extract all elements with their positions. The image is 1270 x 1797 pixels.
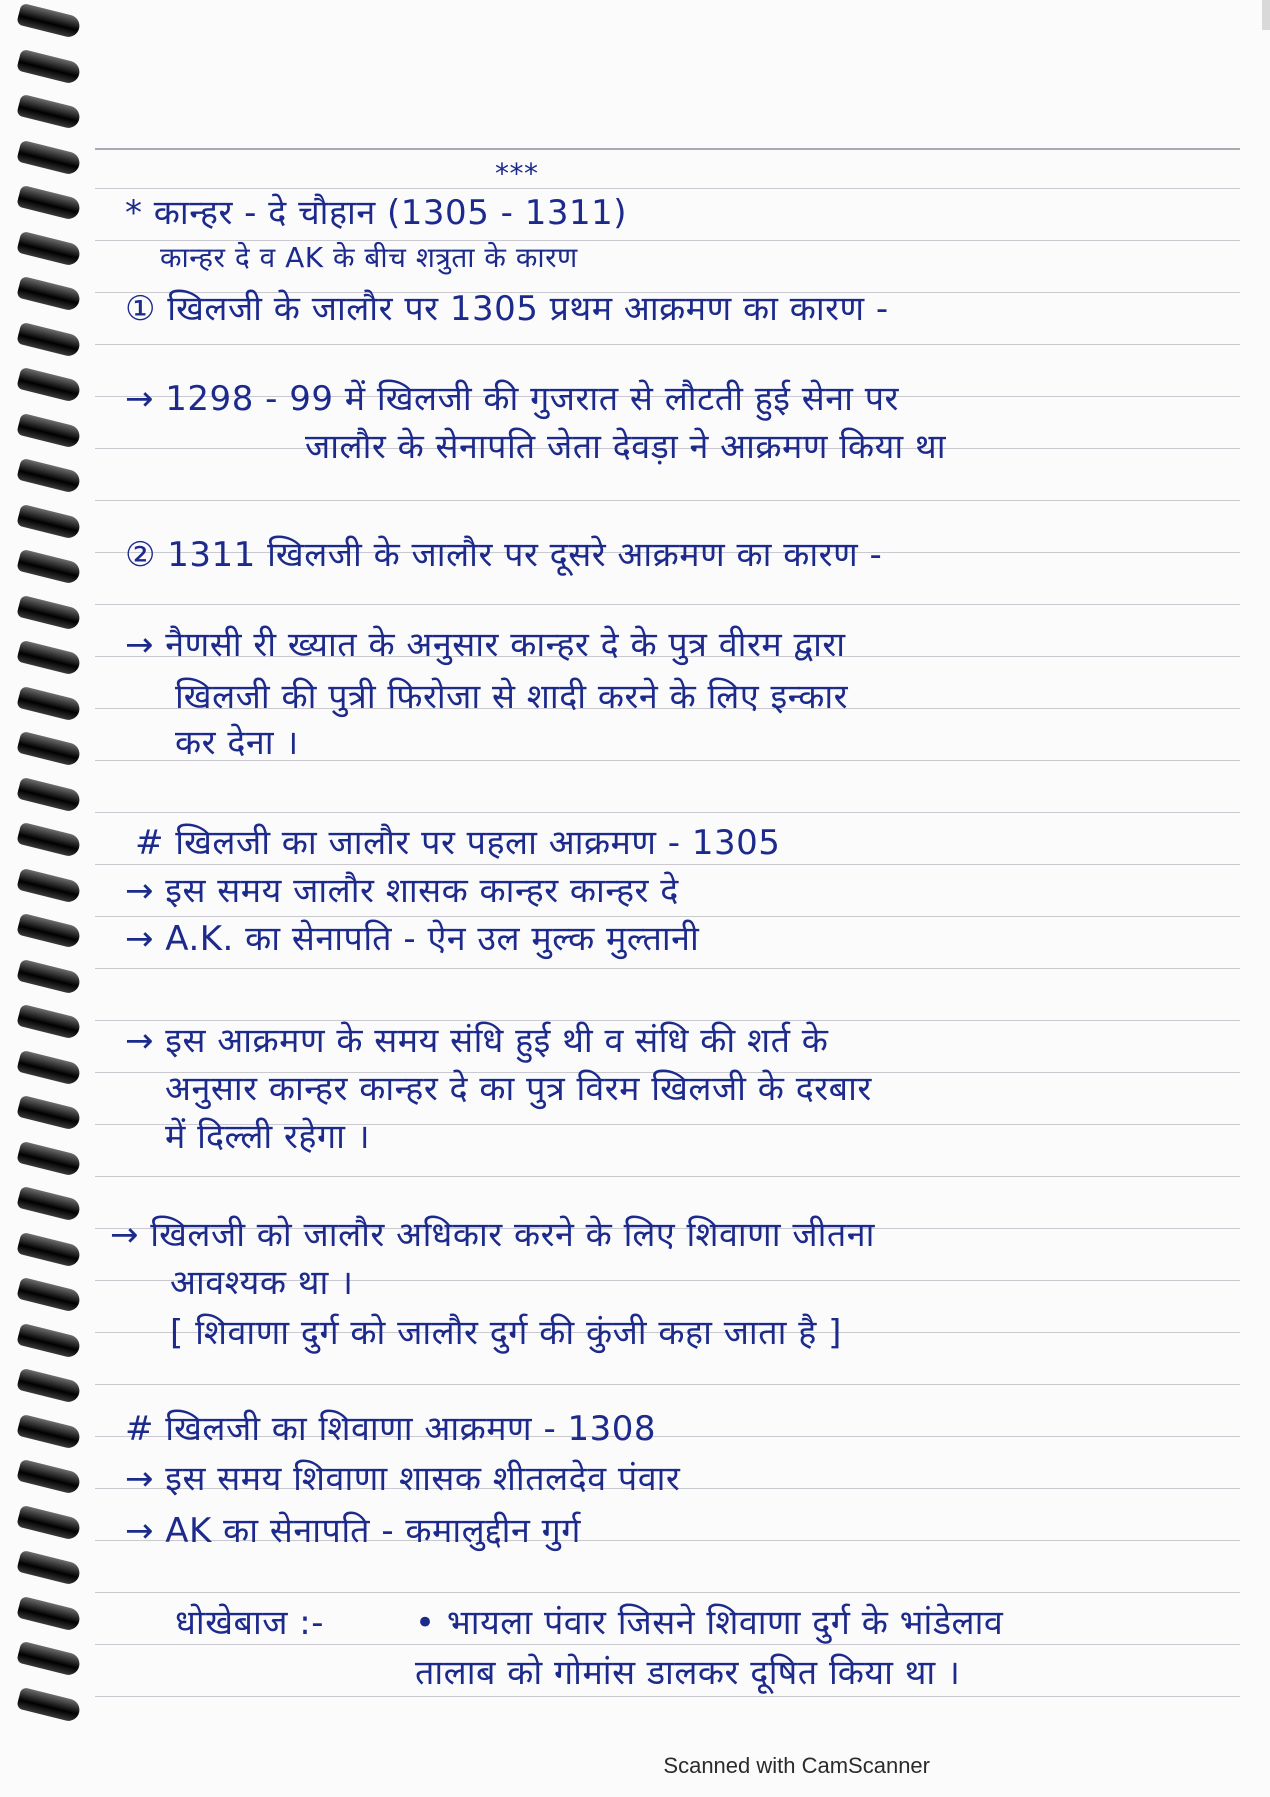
- ruled-line: [95, 1176, 1240, 1177]
- spiral-coil: [16, 1413, 81, 1449]
- spiral-binding: [0, 0, 95, 1797]
- spiral-coil: [16, 458, 81, 494]
- ruled-line: [95, 1384, 1240, 1385]
- importance-marks: ***: [495, 157, 539, 190]
- attack-one-ruler: → इस समय जालौर शासक कान्हर कान्हर दे: [125, 871, 679, 911]
- ruled-line: [95, 968, 1240, 969]
- treaty-point: → इस आक्रमण के समय संधि हुई थी व संधि की शर्त के: [125, 1021, 829, 1061]
- spiral-coil: [16, 1322, 81, 1358]
- spiral-coil: [16, 185, 81, 221]
- traitor-point: • भायला पंवार जिसने शिवाणा दुर्ग के भांडेलाव: [415, 1603, 1004, 1643]
- subheading: कान्हर दे व AK के बीच शत्रुता के कारण: [160, 241, 578, 274]
- attack-two-title: # खिलजी का शिवाणा आक्रमण - 1308: [125, 1409, 657, 1449]
- treaty-point: में दिल्ली रहेगा ।: [165, 1117, 371, 1157]
- spiral-coil: [16, 503, 81, 539]
- ruled-line: [95, 916, 1240, 917]
- scanner-watermark: Scanned with CamScanner: [663, 1753, 930, 1778]
- spiral-coil: [16, 1186, 81, 1222]
- spiral-coil: [16, 913, 81, 949]
- ruled-line: [95, 344, 1240, 345]
- ruled-line: [95, 812, 1240, 813]
- spiral-coil: [16, 822, 81, 858]
- traitor-label: धोखेबाज :-: [175, 1603, 325, 1643]
- traitor-point: तालाब को गोमांस डालकर दूषित किया था ।: [415, 1653, 961, 1693]
- spiral-coil: [16, 94, 81, 130]
- attack-two-general: → AK का सेनापति - कमालुद्दीन गुर्ग: [125, 1511, 581, 1551]
- spiral-coil: [16, 594, 81, 630]
- spiral-coil: [16, 276, 81, 312]
- spiral-coil: [16, 1231, 81, 1267]
- attack-one-title: # खिलजी का जालौर पर पहला आक्रमण - 1305: [135, 823, 781, 863]
- attack-two-ruler: → इस समय शिवाणा शासक शीतलदेव पंवार: [125, 1459, 681, 1499]
- cause-two-point: → नैणसी री ख्यात के अनुसार कान्हर दे के पुत्र वीरम द्वारा: [125, 625, 846, 665]
- spiral-coil: [16, 685, 81, 721]
- ruled-line: [95, 1696, 1240, 1697]
- cause-one-title: ① खिलजी के जालौर पर 1305 प्रथम आक्रमण का कारण -: [125, 289, 889, 329]
- spiral-coil: [16, 1595, 81, 1631]
- spiral-coil: [16, 549, 81, 585]
- spiral-coil: [16, 48, 81, 84]
- attack-one-general: → A.K. का सेनापति - ऐन उल मुल्क मुल्तानी: [125, 919, 700, 959]
- spiral-coil: [16, 1004, 81, 1040]
- spiral-coil: [16, 321, 81, 357]
- siwana-note: [ शिवाणा दुर्ग को जालौर दुर्ग की कुंजी कहा जाता है ]: [170, 1313, 842, 1353]
- spiral-coil: [16, 230, 81, 266]
- spiral-coil: [16, 731, 81, 767]
- spiral-coil: [16, 1095, 81, 1131]
- page-edge: [1262, 0, 1270, 30]
- spiral-coil: [16, 958, 81, 994]
- cause-two-point: खिलजी की पुत्री फिरोजा से शादी करने के लिए इन्कार: [175, 677, 849, 717]
- spiral-coil: [16, 1550, 81, 1586]
- ruled-line: [95, 1644, 1240, 1645]
- spiral-coil: [16, 1368, 81, 1404]
- spiral-coil: [16, 1140, 81, 1176]
- spiral-coil: [16, 1504, 81, 1540]
- spiral-coil: [16, 1686, 81, 1722]
- spiral-coil: [16, 1277, 81, 1313]
- spiral-coil: [16, 139, 81, 175]
- spiral-coil: [16, 867, 81, 903]
- cause-one-point: जालौर के सेनापति जेता देवड़ा ने आक्रमण किया था: [305, 427, 947, 467]
- ruled-line: [95, 148, 1240, 150]
- ruled-line: [95, 1592, 1240, 1593]
- ruled-line: [95, 864, 1240, 865]
- spiral-coil: [16, 1641, 81, 1677]
- spiral-coil: [16, 776, 81, 812]
- spiral-coil: [16, 412, 81, 448]
- spiral-coil: [16, 640, 81, 676]
- spiral-coil: [16, 367, 81, 403]
- heading: * कान्हर - दे चौहान (1305 - 1311): [125, 193, 627, 233]
- siwana-point: → खिलजी को जालौर अधिकार करने के लिए शिवाणा जीतना: [110, 1215, 875, 1255]
- spiral-coil: [16, 1459, 81, 1495]
- cause-two-title: ② 1311 खिलजी के जालौर पर दूसरे आक्रमण का कारण -: [125, 535, 883, 575]
- cause-two-point: कर देना ।: [175, 723, 299, 763]
- ruled-line: [95, 188, 1240, 189]
- treaty-point: अनुसार कान्हर कान्हर दे का पुत्र विरम खिलजी के दरबार: [165, 1069, 872, 1109]
- ruled-line: [95, 604, 1240, 605]
- ruled-line: [95, 500, 1240, 501]
- spiral-coil: [16, 3, 81, 39]
- cause-one-point: → 1298 - 99 में खिलजी की गुजरात से लौटती हुई सेना पर: [125, 379, 899, 419]
- spiral-coil: [16, 1049, 81, 1085]
- siwana-point: आवश्यक था ।: [170, 1263, 354, 1303]
